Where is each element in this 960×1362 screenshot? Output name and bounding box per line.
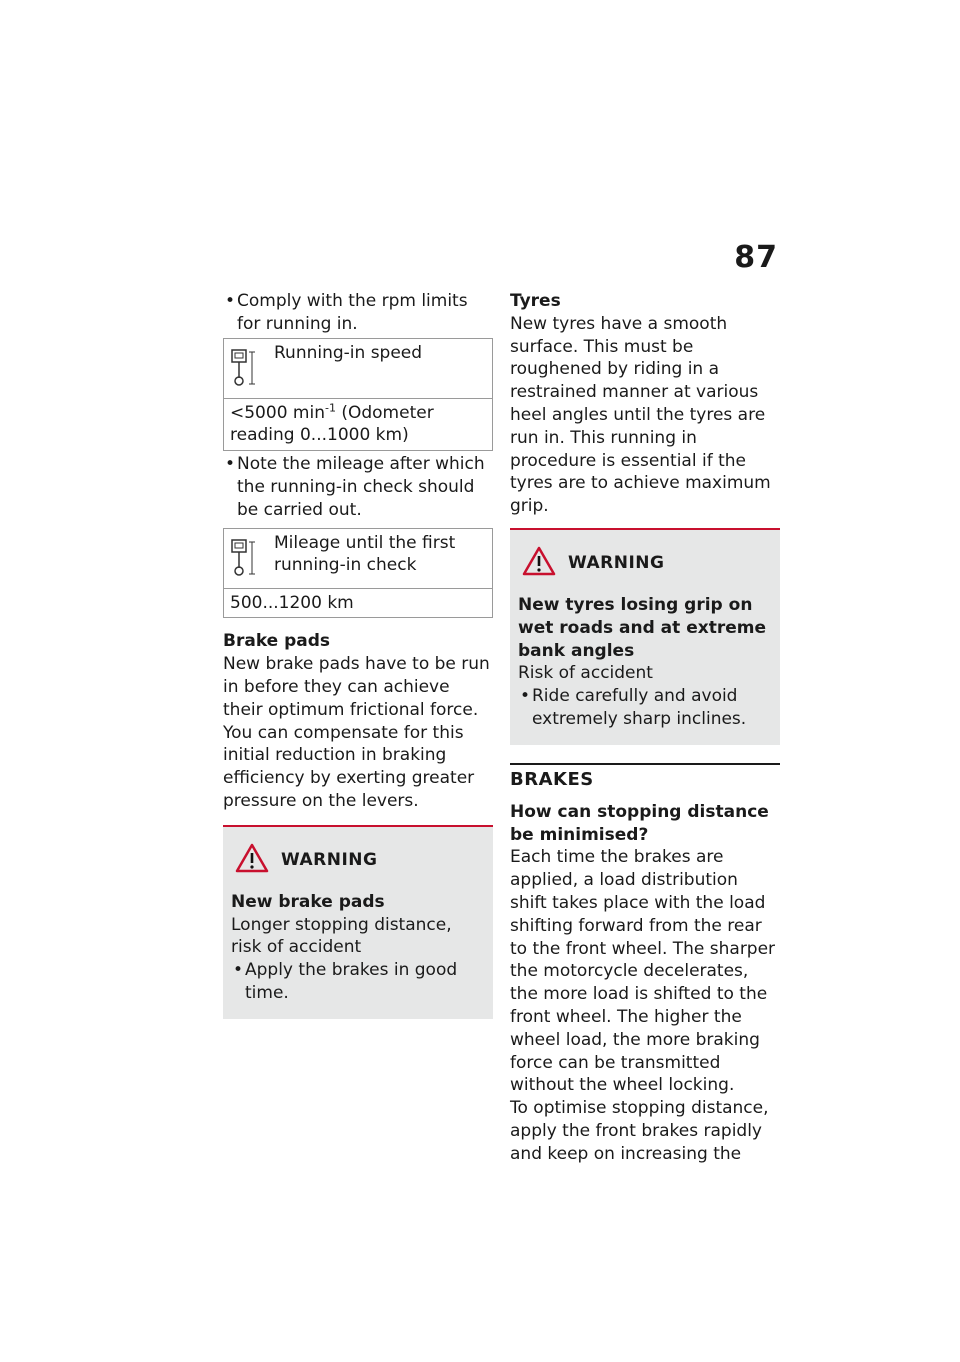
spec-label: Mileage until the first running-in check <box>274 532 456 576</box>
bullet-text: Ride carefully and avoid extremely sharp inclines. <box>532 686 747 729</box>
brake-pads-text: New brake pads have to be run in before they can achieve their optimum frictional force. You can compensate for this initial reduction in braking efficiency by exerting greater pressure on the levers. <box>223 654 490 811</box>
warning-box-brake-pads <box>223 825 493 1019</box>
warning-title: WARNING <box>568 552 665 573</box>
right-column <box>510 290 780 1166</box>
spec-value: 500...1200 km <box>230 592 354 613</box>
piston-icon <box>230 342 274 392</box>
warning-subtitle: New tyres losing grip on wet roads and at extreme bank angles <box>518 594 766 661</box>
bullet-mileage <box>223 453 493 521</box>
stopping-distance-para2: To optimise stopping distance, apply the front brakes rapidly and keep on increasing the <box>510 1098 769 1164</box>
spec-value-suffix: (Odometer reading 0...1000 km) <box>230 402 434 446</box>
bullet-text: Note the mileage after which the running-in check should be carried out. <box>237 454 485 520</box>
spec-value <box>224 399 492 451</box>
bullet-text: Comply with the rpm limits for running in. <box>237 291 468 334</box>
piston-icon <box>230 532 274 582</box>
tyres-heading: Tyres <box>510 291 561 311</box>
warning-subtitle: New brake pads <box>231 891 385 912</box>
bullet-dot: • <box>520 686 531 707</box>
spec-label: Running-in speed <box>274 342 423 363</box>
spec-table-header <box>224 339 492 399</box>
bullet-rpm-limits <box>223 290 493 336</box>
spec-value-prefix: <5000 min <box>230 402 325 423</box>
spec-value-sup: -1 <box>324 400 336 414</box>
warning-text: Risk of accident <box>518 663 653 684</box>
section-title-brakes: BRAKES <box>510 768 594 790</box>
spec-table-header <box>224 529 492 589</box>
warning-bullet <box>518 685 772 731</box>
stopping-distance-heading: How can stopping distance be minimised? <box>510 801 769 845</box>
bullet-dot: • <box>225 454 236 475</box>
warning-text: Longer stopping distance, risk of accident <box>231 914 452 958</box>
left-column <box>223 290 493 1019</box>
section-divider <box>510 763 780 793</box>
warning-box-tyres <box>510 528 780 745</box>
bullet-text: Apply the brakes in good time. <box>245 960 458 1003</box>
warning-triangle-icon <box>522 546 556 580</box>
stopping-distance-para1: Each time the brakes are applied, a load distribution shift takes place with the load shifting forward from the rear to the front wheel. The sharper the motorcycle decelerates, the more load is shifted to the front wheel. The higher the wheel load, the more braking force can be transmitted without the wheel locking. <box>510 847 776 1096</box>
warning-bullet <box>231 959 485 1005</box>
brake-pads-heading: Brake pads <box>223 631 331 652</box>
spec-table-mileage <box>223 528 493 619</box>
warning-title: WARNING <box>281 849 378 870</box>
bullet-dot: • <box>233 960 244 981</box>
bullet-dot: • <box>225 291 236 311</box>
tyres-text: New tyres have a smooth surface. This must be roughened by riding in a restrained manner at various heel angles until the tyres are run in. This running in procedure is essential if the tyres are to achieve maximum grip. <box>510 313 771 517</box>
warning-header <box>518 546 772 580</box>
warning-header <box>231 843 485 877</box>
page-number: 87 <box>734 240 778 275</box>
spec-table-running-in-speed <box>223 338 493 452</box>
warning-triangle-icon <box>235 843 269 877</box>
